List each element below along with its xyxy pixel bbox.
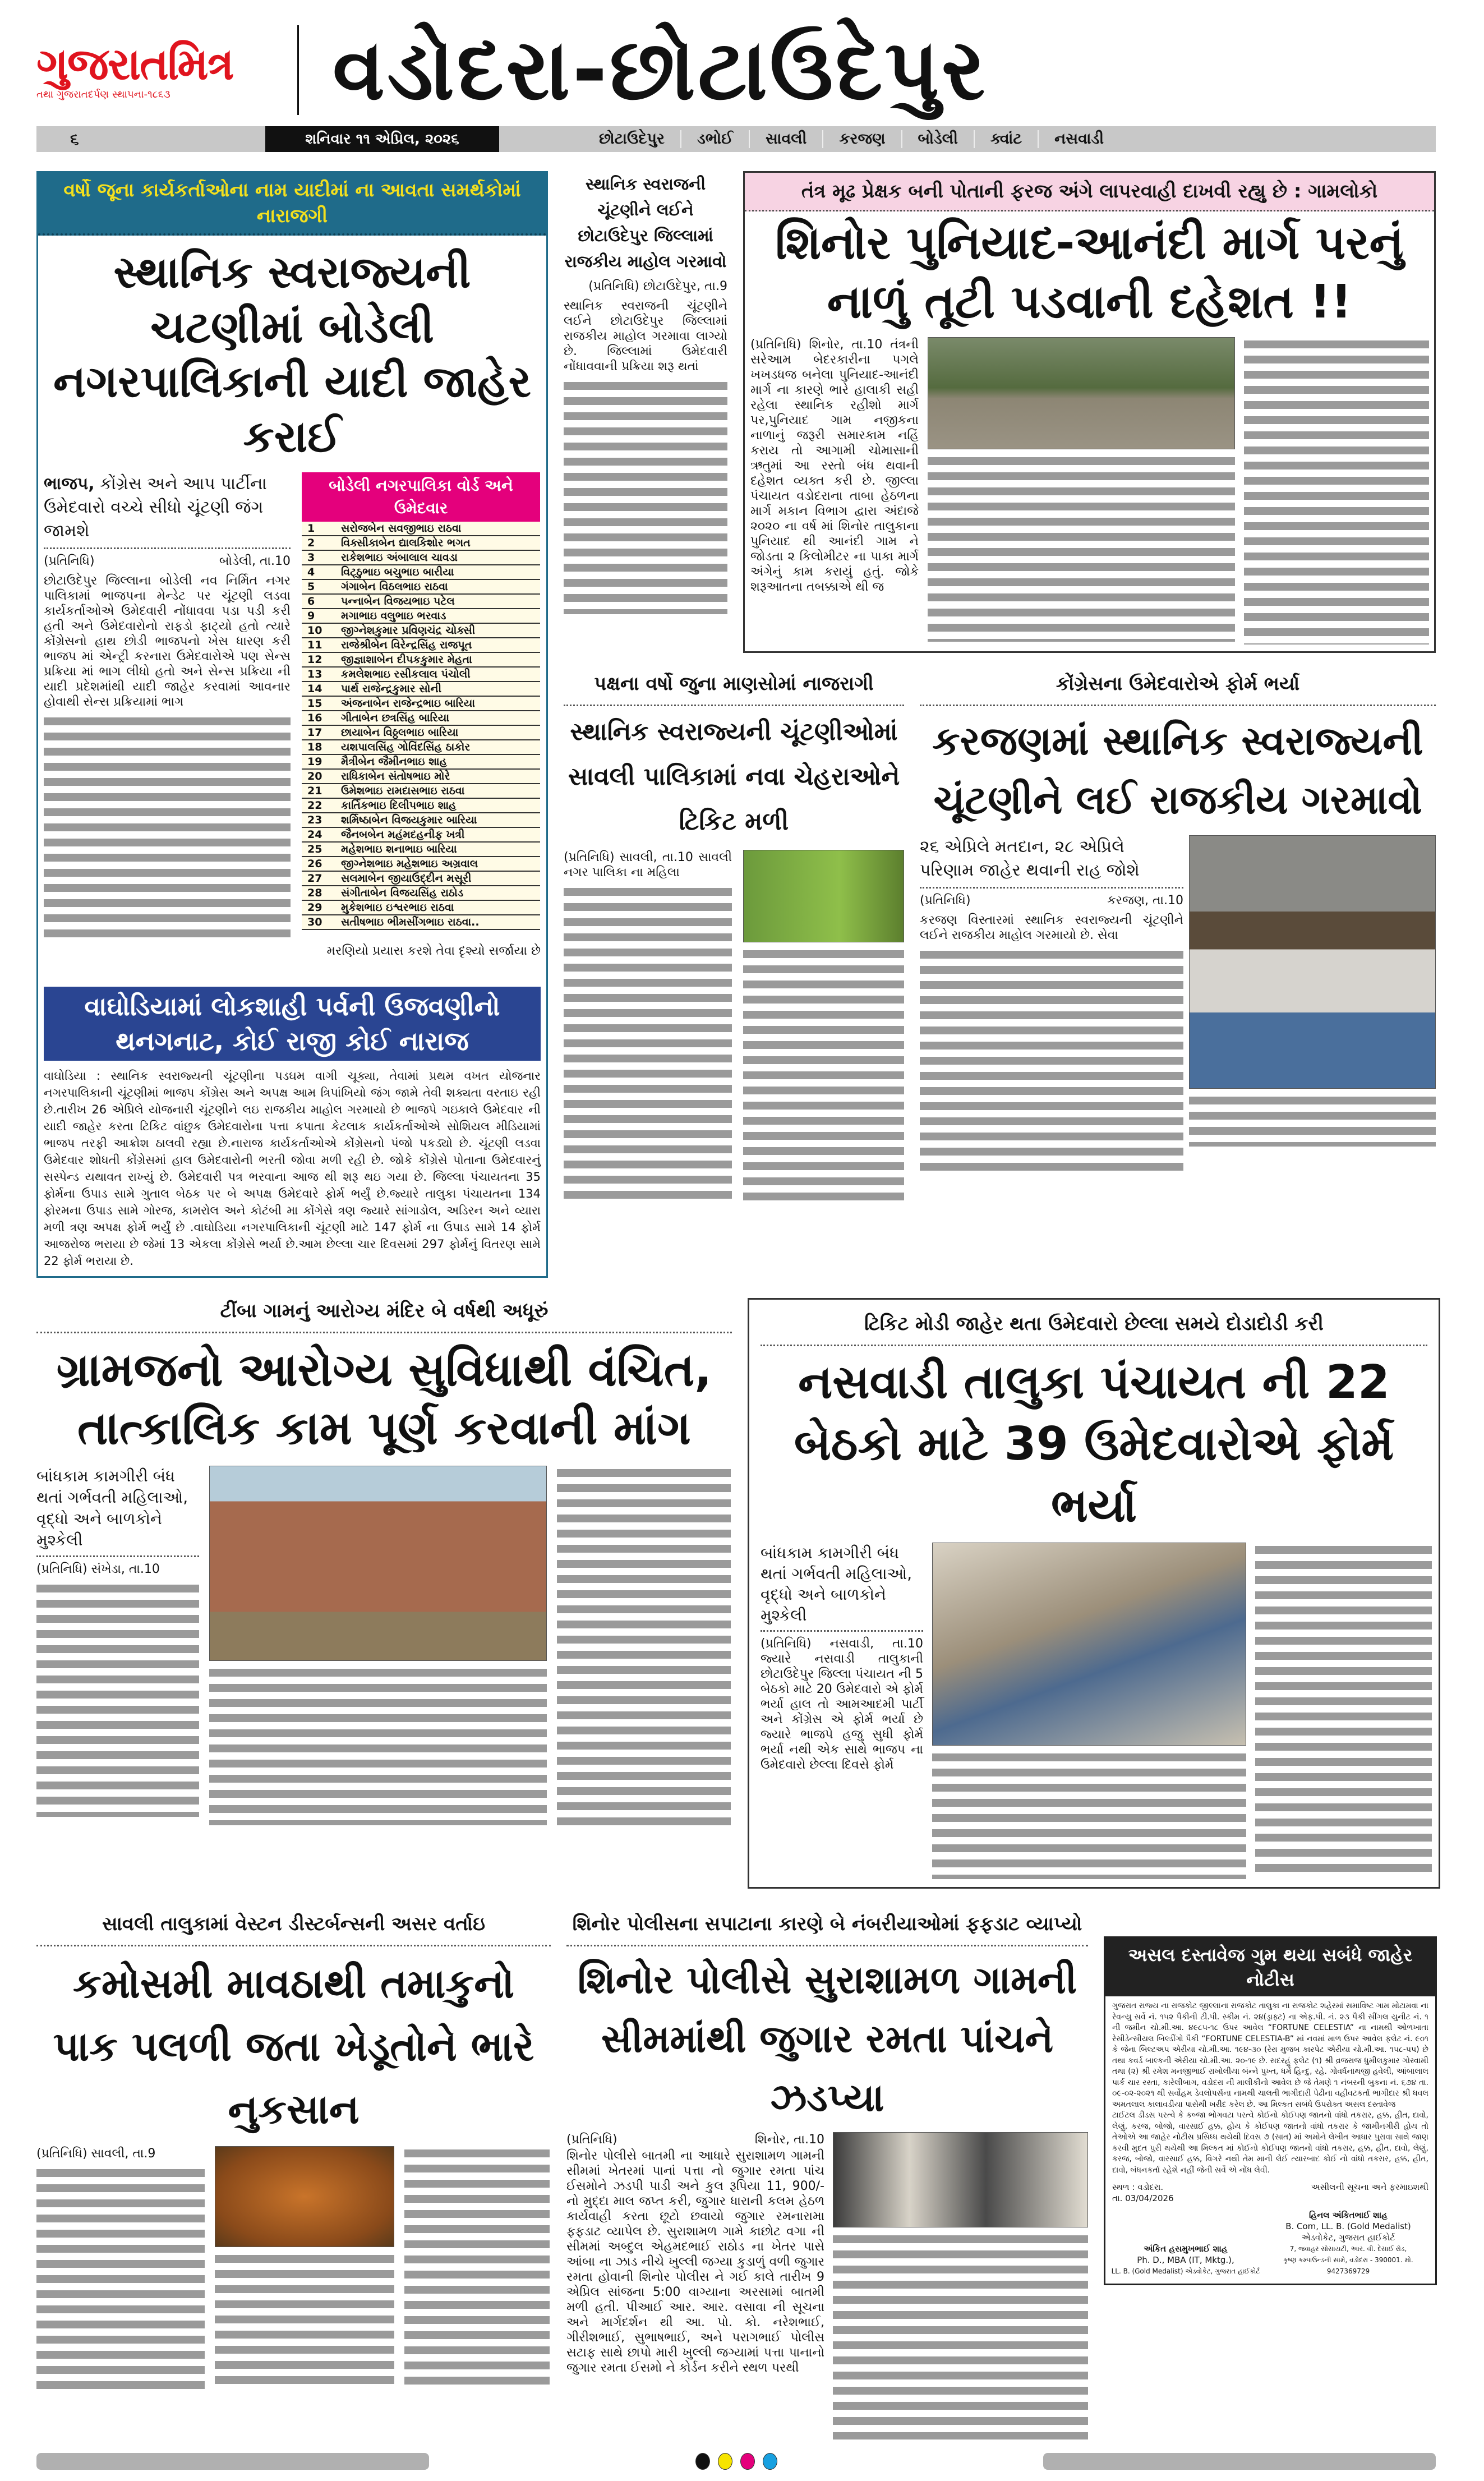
notice-body-2: ટાઈટલ ડીડસ પરત્વે કે કબ્જા ભોગવટા પરત્વે કોઈનો કોઈપણ જાતનો વાંધો તકરાર, હક્ક, હીત, દાવો, લેણું, કરજ, બોજો, વારસાઈ હક્ક, હોય કે કોઈપણ જાતનો વાંધો તકરાર કે જામીનગીરી હોય તો તેઓએ આ જાહેર નોટીસ પ્રસિધ્ધ થયેથી દિવસ ૭ (સાત) માં અમોને લેખીત આધાર પુરાવા સાથે જાણ કરવી મુદત પુરી થયેથી આ મિલ્કત માં કોઈનો કોઈપણ જાતનો વાંધો તકરાર, હક્ક, હીત, દાવો, લેણું, કરજ, બોજો, વારસાઈ હક્ક, વિગરે નથી તેમ માની લેઈ ત્યારબાદ કોઈ નો વાંધો તકરાર, હક્ક, હીત, દાવો, બંધનકર્તા રહેશે નહીં જેની સર્વે એ નોંધ લેવી. (1112, 2111, 1428, 2175)
ward-number: 4 (307, 566, 315, 578)
candidate-name: વિક્સીકાબેન દ્યાલકિશોર ભગત (341, 537, 471, 549)
karjan-text-column (920, 835, 1183, 1172)
article-subhead: બાંધકામ કામગીરી બંધ થતાં ગર્ભવતી મહિલાઓ, વૃદ્ધો અને બાળકોને મુશ્કેલી (36, 1466, 199, 1557)
candidate-row (302, 624, 540, 638)
dateline (566, 2132, 824, 2147)
candidate-name: મગાભાઇ વલુભાઇ ભરવાડ (341, 610, 446, 622)
logo-text: ગુજરાતમિત્ર (36, 39, 233, 90)
registration-strip (36, 2453, 429, 2470)
candidate-name: રાજેશ્રીબેન વિરેન્દ્રસિંહ રાજપૂત (341, 639, 472, 651)
signatory-2 (1267, 2210, 1430, 2277)
savli-photo-column (743, 850, 904, 1205)
candidate-name: કમલેશભાઇ રસીકલાલ પંચોલી (341, 668, 471, 680)
article-intro (44, 472, 291, 549)
candidate-row (302, 784, 540, 799)
timba-photo-column (209, 1466, 547, 1829)
article-kicker: ટિકિટ મોડી જાહેર થતા ઉમેદવારો છેલ્લા સમયે દોડાદોડી કરી (761, 1311, 1427, 1346)
notice-meta (1105, 2176, 1435, 2204)
body-text-texture (564, 885, 732, 1199)
dateline-place: કરજણ, તા.10 (1107, 894, 1183, 908)
cyan-dot (763, 2453, 777, 2470)
dateline (920, 893, 1183, 908)
candidate-row (302, 872, 540, 886)
row-top (36, 171, 1448, 1278)
congress-rally-photo (1189, 835, 1436, 1089)
article-subhead: બાંધકામ કામગીરી બંધ થતાં ગર્ભવતી મહિલાઓ, વૃદ્ધો અને બાળકોને મુશ્કેલી (761, 1543, 923, 1632)
body-text-texture (557, 1466, 731, 1829)
body-text-texture (932, 1750, 1246, 1879)
body-text-texture (564, 379, 727, 614)
article-kicker: સાવલી તાલુકામાં વેસ્ટન ડીસ્ટર્બન્સની અસર વર્તાઇ (36, 1911, 551, 1946)
candidate-row (302, 711, 540, 726)
body-text-texture (36, 2166, 205, 2390)
candidate-row (302, 653, 540, 668)
newspaper-logo (36, 40, 283, 100)
dateline-place: શિનોર, તા.10 (754, 2133, 824, 2147)
page-strip (36, 126, 1436, 152)
accused-photo (833, 2132, 1088, 2227)
naswadi-columns (761, 1543, 1427, 1879)
shinor-road-columns (745, 337, 1434, 645)
candidate-row (302, 886, 540, 901)
dateline-source: (પ્રતિનિધિ) (920, 894, 971, 908)
print-registration-bar (36, 2453, 1436, 2470)
article-savli (564, 671, 904, 1205)
article-kicker: કોંગ્રેસના ઉમેદવારોએ ફોર્મ ભર્યા (920, 671, 1436, 706)
candidate-name: મુકેશભાઇ ઇશ્વરભાઇ રાઠવા (341, 901, 454, 914)
naswadi-photo-column (932, 1543, 1246, 1879)
candidate-row (302, 770, 540, 784)
candidate-row (302, 595, 540, 609)
ward-number: 9 (307, 610, 315, 622)
registration-strip (1043, 2453, 1436, 2470)
list-tail: મરણિયો પ્રયાસ કરશે તેવા દૃશ્યો સર્જાયા છે (326, 944, 541, 958)
bodeli-columns (38, 472, 546, 938)
article-body (750, 337, 919, 645)
town-list (583, 130, 1119, 148)
row-top-right-upper (564, 171, 1436, 653)
candidate-row (302, 638, 540, 653)
intro-bold: ભાજપ, (44, 474, 95, 494)
candidate-name: મહેશભાઇ શનાભાઇ બારિયા (341, 843, 457, 855)
vaghodia-body: વાઘોડિયા : સ્થાનિક સ્વરાજ્યની ચૂંટણીના પડઘમ વાગી ચૂક્યા, તેવામાં પ્રથમ વખત યોજનાર નગરપાલિકાની ચૂંટણીમાં ભાજપ કોંગ્રેસ અને અપક્ષ આમ ત્રિપાંખિયો જંગ જામે તેવી શક્યતા વરતાઇ રહી છે.તારીખ 26 એપ્રિલે યોજનારી ચૂંટણીને લઇ રાજકીય માહોલ ગરમાયો છે ભાજપે ગઇકાલે ઉમેદવાર ની યાદી જાહેર કરતા ટિકિટ વાંછુક ઉમેદવારોના પત્તા કપાતા કેટલાક કાર્યકર્તાઓએ સોશિયલ મીડિયામાં ભાજપ તરફી આક્રોશ ઠાલવી રહ્યા છે.નારાજ કાર્યકર્તાઓએ કોંગ્રેસનો પંજો પકડ્યો છે. ચૂંટણી લડવા ઉમેદવાર શોધતી કોંગ્રેસમાં હાલ ઉમેદવારોની ભરતી જોવા મળી રહી છે. જોકે કોંગ્રેસે પોતાના ઉમેદવારનું સસ્પેન્ડ યથાવત રાખ્યું છે. ઉમેદવારી પત્ર ભરવાના આજ થી શરૂ થઇ ગયા છે. જિલ્લા પંચાયતના 35 ફોર્મના ઉપાડ સામે ગુતાલ બેઠક પર બે અપક્ષ ઉમેદવારે ફોર્મ ભર્યું છે.જ્યારે તાલુકા પંચાયતના 134 ફોરમના ઉપાડ સામે ગોરજ, કામરોલ અને કોટંબી મા કોંગેસે ત્રણ જ્યારે સાંગાડોલ, અડિરન અને વ્યારા મળી ત્રણ અપક્ષ ફોર્મ ભર્યું છે .વાઘોડિયા નગરપાલિકાની ચૂંટણી માટે 147 ફોર્મ ના ઉપાડ સામે 14 ફોર્મ આજરોજ ભરાયા છે જેમાં 13 એકલા કોંગ્રેસે ભર્યા છે.આમ છેલ્લા ચાર દિવસમાં 297 ફોર્મનું વિતરણ સામે 22 ફોર્મ ભરાયા છે. (44, 1069, 541, 1268)
candidate-name: વિટ્ઠુભાઇ બચુભાઇ બારીયા (341, 566, 454, 578)
candidate-name: સલમાબેન જીયાઉદ્દીન મસૂરી (341, 872, 472, 885)
body-text-texture (1244, 337, 1429, 645)
masthead-divider (297, 25, 299, 115)
candidate-name: જૈનબબેન મહંમદહનીફ ખત્રી (341, 828, 465, 841)
article-body: છોટાઉદેપુર જિલ્લાના બોડેલી નવ નિર્મિત નગર પાલિકામાં ભાજપના મેન્ડેટ પર ચૂંટણી લડવા કાર્યકર્તાઓએ ઉમેદવારી નોંધાવવા પડા પડી કરી હતી અને ઉમેદવારોનો રાફડો ફાટ્યો હતો ત્યારે કોંગ્રેસનો હાથ છોડી ભાજપનો ખેસ ધારણ કરી ભાજપ માં એન્ટ્રી કરનારા ઉમેદવારોએ પણ સેન્સ પ્રક્રિયા માં ભાગ લીધો હતો અને સેન્સ પ્રક્રિયા ની યાદી પ્રદેશમાંથી યાદી જાહેર કરવામાં આવનાર હોવાથી સેન્સ પ્રક્રિયામાં ભાગ (44, 574, 291, 709)
body-text-texture (215, 2252, 394, 2386)
candidate-name: સતીષભાઇ ભીમસીંગભાઇ રાઠવા.. (341, 916, 480, 928)
candidate-name: અંજનાબેન રાજેન્દ્રભાઇ બારિયા (341, 697, 475, 710)
town-item: બોડેલી (902, 130, 975, 148)
candidate-row (302, 697, 540, 711)
karjan-photo-column (1189, 835, 1436, 1172)
body-text-texture (36, 1581, 199, 1817)
dateline (44, 554, 291, 569)
dateline: (પ્રતિનિધિ) સંખેડા, તા.10 (36, 1562, 160, 1576)
candidate-row (302, 682, 540, 697)
row-top-right-lower (564, 671, 1436, 1205)
candidate-row (302, 857, 540, 872)
article-headline: સ્થાનિક સ્વરાજ્યની ચૂંટણીઓમાં સાવલી પાલિકામાં નવા ચેહરાઓને ટિકિટ મળી (568, 717, 900, 836)
candidate-row (302, 828, 540, 843)
article-headline: શિનોર પુનિયાદ-આનંદી માર્ગ પરનું નાળું તૂટી પડવાની દહેશત !! (775, 217, 1404, 329)
candidate-name: યશપાલસિંહ ગોવિંદસિંહ ઠાકોર (341, 741, 471, 753)
issue-date: શનિવાર ૧૧ એપ્રિલ, ૨૦૨૬ (265, 126, 499, 152)
signatory-name: અંકિત હસમુખભાઈ શાહ (1144, 2244, 1228, 2254)
article-kicker: તંત્ર મૂઢ પ્રેક્ષક બની પોતાની ફરજ અંગે લાપરવાહી દાખવી રહ્યુ છે : ગામલોકો (745, 173, 1434, 211)
tobacco-crop-photo (215, 2146, 394, 2247)
town-item: ક્વાંટ (975, 130, 1039, 148)
article-karjan (920, 671, 1436, 1172)
body-text-texture (1255, 1543, 1432, 1879)
body-text: તંત્રની સરેઆમ બેદરકારીના પગલે ખખડધજ બનેલા પુનિયાદ-આનંદી માર્ગ ના કારણે ભારે હાલાકી સહી રહેલા સ્થાનિક રહીશો માર્ગ પર,પુનિયાદ ગામ નજીકના નાળાનું જરૂરી સમારકામ નહિં કરાય તો આગામી ચોમાસાની ઋતુમાં આ રસ્તો બંધ થવાની દહેશત વ્યક્ત કરી છે. જીલ્લા પંચાયત વડોદરાના તાબા હેઠળના માર્ગ મકાન વિભાગ દ્વારા અંદાજે ૨૦૨૦ ના વર્ષ માં શિનોર તાલુકાના પુનિયાદ થી આનંદી ગામ ને જોડતા ૨ કિલોમીટર ના પાકા માર્ગ અંગેનું કામ કરાયું હતું. જોકે શરૂઆતના તબક્કાએ થી જ (750, 338, 919, 594)
tobacco-photo-column (215, 2146, 394, 2390)
ward-number: 26 (307, 858, 322, 870)
ward-number: 15 (307, 697, 322, 710)
ward-number: 5 (307, 581, 315, 593)
dateline: (પ્રતિનિધિ) શિનોર, તા.10 (750, 338, 883, 352)
ward-number: 20 (307, 770, 322, 782)
karjan-columns (920, 835, 1436, 1172)
ward-number: 10 (307, 624, 322, 637)
ward-number: 24 (307, 828, 322, 841)
candidate-name: ગીતાબેન છત્રસિંહ બારિયા (341, 712, 450, 724)
timba-columns (36, 1466, 732, 1829)
ward-number: 29 (307, 901, 322, 914)
notice-instruction: અસીલની સૂચના અને ફરમાઇશથી (1311, 2182, 1428, 2192)
article-headline: નસવાડી તાલુકા પંચાયત ની 22 બેઠકો માટે 39 ઉમેદવારોએ ફોર્મ ભર્યા (794, 1356, 1394, 1532)
article-headline: કમોસમી માવઠાથી તમાકુનો પાક પલળી જતા ખેડૂતોને ભારે નુકસાન (53, 1960, 534, 2133)
article-body: શિનોર પોલીસે બાતમી ના આધારે સુરાશામળ ગામની સીમમાં ખેતરમાં પાનાં પત્તા નો જુગાર રમતા પાંચ ઈસમોને ઝડપી પાડી અને કુલ રૂપિયા 11, 900/- નો મુદ્દા માલ જપ્ત કરી, જુગાર ધારાની કલમ હેઠળ કાર્યવાહી કરતા છૂટો છવાયો જુગાર રમનારામા ફફડાટ વ્યાપેલ છે. સુરાશામળ ગામે કાછોટ વગા ની સીમમાં અબ્દુલ એહમદભાઈ રાઠોડ ના ખેતર પાસે આંબા ના ઝાડ નીચે ખુલ્લી જગ્યા કુડાળું વળી જુગાર રમતા હોવાની શિનોર પોલીસ ને ગઈ કાલે તારીખ 9 એપ્રિલ સાંજના 5:00 વાગ્યાના અરસામાં બાતમી મળી હતી. પીઆઈ આર. આર. વસાવા ની સૂચના અને માર્ગદર્શન થી આ. પો. કો. નરેશભાઈ, ગીરીશભાઈ, સુભાષભાઈ, અને પરાગભાઈ પોલીસ સટાફ સાથે છાપો મારી ખુલ્લી જગ્યામાં પત્તા પાનાનો જુગાર રમતા ઈસમો ને કોર્ડન કરીને સ્થળ પરથી (566, 2149, 824, 2375)
article-chhotaudepur (564, 171, 727, 614)
vaghodia-headline: વાઘોડિયામાં લોકશાહી પર્વની ઉજવણીનો થનગનાટ, કોઈ રાજી કોઈ નારાજ (44, 987, 541, 1061)
tobacco-columns (36, 2146, 551, 2390)
candidate-row (302, 668, 540, 682)
signatory-qualification: Ph. D., MBA (IT, Mktg.), (1137, 2255, 1234, 2265)
dateline: (પ્રતિનિધિ) છોટાઉદેપુર, તા.9 (588, 279, 727, 293)
shinor-police-photo-column (833, 2132, 1088, 2439)
tobacco-text-column (36, 2146, 205, 2390)
article-shinor-road (743, 171, 1436, 653)
health-center-photo (209, 1466, 547, 1661)
dateline: (પ્રતિનિધિ) નસવાડી, તા.10 (761, 1637, 923, 1651)
candidate-name: જીગ્નેશભાઇ મહેશભાઇ અગ્રવાલ (341, 858, 478, 870)
ward-number: 19 (307, 756, 322, 768)
article-headline: ગ્રામજનો આરોગ્ય સુવિધાથી વંચિત, તાત્કાલિક કામ પૂર્ણ કરવાની માંગ (56, 1343, 712, 1455)
candidate-row (302, 843, 540, 857)
candidate-name: રાકેશભાઇ અંબાલાલ ચાવડા (341, 551, 458, 564)
ward-number: 23 (307, 814, 322, 826)
ward-number: 28 (307, 887, 322, 899)
article-bodeli (36, 171, 548, 1278)
body-text-texture (209, 1665, 547, 1825)
intro-text: કોંગ્રેસ અને આપ પાર્ટીના ઉમેદવારો વચ્ચે સીધો ચૂંટણી જંગ જામશે (44, 474, 267, 541)
candidate-row (302, 901, 540, 915)
ward-number: 12 (307, 653, 322, 666)
article-kicker: ટીંબા ગામનું આરોગ્ય મંદિર બે વર્ષથી અધૂરું (36, 1298, 732, 1333)
candidate-row (302, 551, 540, 565)
article-headline: સ્થાનિક સ્વરાજની ચૂંટણીને લઈને છોટાઉદેપુર જિલ્લામાં રાજકીય માહોલ ગરમાવો (564, 174, 727, 271)
candidate-name: કાર્તિકભાઇ દિલીપભાઇ શાહ (341, 799, 457, 812)
ward-number: 27 (307, 872, 322, 885)
article-naswadi (748, 1298, 1440, 1889)
candidate-name: રાધિકાબેન સંતોષભાઇ મોરે (341, 770, 450, 782)
article-kicker: વર્ષો જૂના કાર્યકર્તાઓના નામ યાદીમાં ના આવતા સમર્થકોમાં નારાજગી (38, 173, 546, 236)
logo-tagline: તથા ગુજરાતદર્પણ સ્થાપના-૧૮૬૩ (36, 88, 170, 100)
body-text-texture (920, 947, 1183, 1172)
article-tobacco (36, 1911, 551, 2390)
candidate-row (302, 580, 540, 595)
dateline: (પ્રતિનિધિ) સાવલી, તા.9 (36, 2147, 156, 2161)
page-number: ૬ (70, 130, 79, 148)
cmyk-marks (695, 2453, 777, 2470)
dateline-source: (પ્રતિનિધિ) (566, 2133, 617, 2147)
savli-text-column (564, 850, 732, 1205)
body-text-texture (44, 714, 291, 938)
article-kicker: પક્ષના વર્ષો જુના માણસોમાં નાજરાગી (564, 671, 904, 706)
candidate-name: મૈત્રીબેન જૈમીનભાઇ શાહ (341, 756, 448, 768)
body-text: સાવલી નગર પાલિકા ના મહિલા (564, 850, 732, 880)
ward-number: 30 (307, 916, 322, 928)
body-text-texture (743, 947, 904, 1205)
dateline-place: બોડેલી, તા.10 (219, 554, 291, 568)
shinor-road-middle (928, 337, 1235, 645)
ward-number: 3 (307, 551, 315, 564)
black-dot (695, 2453, 710, 2470)
ward-number: 1 (307, 522, 315, 535)
article-body: કરજણ વિસ્તારમાં સ્થાનિક સ્વરાજ્યની ચૂંટણીને લઈને રાજકીય માહોલ ગરમાયો છે. સેવા (920, 913, 1183, 942)
notice-place: સ્થળ : વડોદરા. (1112, 2182, 1164, 2192)
town-item: નસવાડી (1054, 130, 1104, 148)
notice-date: તા. 03/04/2026 (1112, 2193, 1174, 2203)
row-middle (36, 1298, 1448, 1889)
article-shinor-police (566, 1911, 1088, 2439)
masthead (36, 17, 1448, 123)
candidate-row (302, 609, 540, 624)
candidate-row (302, 522, 540, 536)
signatory-1 (1110, 2243, 1261, 2277)
candidate-name: જીગ્નેશકુમાર પ્રવિણચંદ્ર ચોક્સી (341, 624, 476, 637)
article-subhead: ૨૬ એપ્રિલે મતદાન, ૨૮ એપ્રિલે પરિણામ જાહેર થવાની રાહ જોશે (920, 835, 1183, 889)
ward-number: 22 (307, 799, 322, 812)
candidate-name: પન્નાબેન વિજયભાઇ પટેલ (341, 595, 455, 607)
candidate-row (302, 565, 540, 580)
candidate-name: ગંગાબેન વિઠલભાઇ રાઠવા (341, 581, 448, 593)
shinor-police-columns (566, 2132, 1088, 2439)
candidate-name: છાયાબેન વિઠ્ઠલભાઇ બારિયા (341, 726, 459, 739)
town-item: સાવલી (750, 130, 823, 148)
town-item: છોટાઉદેપુર (583, 130, 681, 148)
ward-number: 14 (307, 683, 322, 695)
article-headline: સ્થાનિક સ્વરાજ્યની ચટણીમાં બોડેલી નગરપાલિકાની યાદી જાહેર કરાઈ (53, 247, 531, 462)
ward-number: 16 (307, 712, 322, 724)
ward-number: 21 (307, 785, 322, 797)
candidate-row (302, 740, 540, 755)
candidate-list-title: બોડેલી નગરપાલિકા વોર્ડ અને ઉમેદવાર (302, 472, 540, 522)
signatory-qualification: B. Com, LL. B. (Gold Medalist) (1285, 2221, 1411, 2231)
body-text-texture (404, 2146, 550, 2387)
candidate-name: સરોજબેન સવજીભાઇ રાઠવા (341, 522, 462, 535)
candidate-row (302, 755, 540, 770)
timba-text-column (36, 1466, 199, 1829)
article-headline: શિનોર પોલીસે સુરાશામળ ગામની સીમમાંથી જુગાર રમતા પાંચને ઝડપ્યા (577, 1958, 1077, 2120)
signatory-title: એડવોકેટ, ગુજરાત હાઈકોર્ટ (1301, 2233, 1395, 2243)
article-body: સ્થાનિક સ્વરાજની ચૂંટણીને લઈને છોટાઉદેપુર જિલ્લામાં રાજકીય માહોલ ગરમાવા લાગ્યો છે. જિલ્લામાં ઉમેદવારી નોંધાવવાની પ્રક્રિયા શરૂ થતાં (564, 299, 727, 374)
ward-number: 25 (307, 843, 322, 855)
signatory-address: 7, જવાહર સોસાયટી, આર. વી. દેસાઈ રોડ, (1289, 2245, 1407, 2253)
signatory-title: LL. B. (Gold Medalist) એડવોકેટ, ગુજરાત હાઈકોર્ટ (1111, 2267, 1260, 2275)
body-text-texture (1189, 1093, 1436, 1147)
notice-title: અસલ દસ્તાવેજ ગુમ થયા સબંધે જાહેર નોટીસ (1105, 1938, 1435, 1996)
ward-number: 18 (307, 741, 322, 753)
dateline: (પ્રતિનિધિ) સાવલી, તા.10 (564, 850, 693, 864)
naswadi-text-column (761, 1543, 923, 1879)
yellow-dot (718, 2453, 732, 2470)
candidate-row (302, 536, 540, 551)
bodeli-text-column (44, 472, 291, 938)
article-body (761, 1636, 923, 1773)
ward-number: 2 (307, 537, 315, 549)
edition-title: વડોદરા-છોટાઉદેપુર (333, 21, 988, 119)
body-text: જ્યારે નસવાડી તાલુકાની છોટાઉદેપુર જિલ્લા પંચાયત ની 5 બેઠકો માટે 20 ઉમેદવારો એ ફોર્મ ભર્યા હાલ તો આમઆદમી પાર્ટી અને કોંગ્રેસ એ ફોર્મ ભર્યા છે જ્યારે ભાજપે હજુ સુધી ફોર્મ ભર્યા નથી એક સાથે ભાજપ ના ઉમેદવારો છેલ્લા દિવસે ફોર્મ (761, 1652, 923, 1772)
body-text-texture (833, 2232, 1088, 2439)
ward-number: 17 (307, 726, 322, 739)
public-notice (1104, 1936, 1437, 2285)
ward-number: 6 (307, 595, 315, 607)
candidate-name: શર્મિષ્ઠાબેન વિજયકુમાર બારિયા (341, 814, 477, 826)
candidate-row (302, 915, 540, 930)
culvert-photo (928, 337, 1235, 449)
form-filling-photo (932, 1543, 1246, 1746)
candidate-row (302, 799, 540, 813)
row-bottom (36, 1911, 1448, 2439)
candidate-name: ઉમેશભાઇ રામદાસભાઇ રાઠવા (341, 785, 465, 797)
candidate-name: પાર્થ રાજેન્દ્રકુમાર સોની (341, 683, 442, 695)
candidate-name: સંગીતાબેન વિજયસિંહ રાઠોડ (341, 887, 464, 899)
article-body (564, 850, 732, 880)
town-item: ડભોઈ (681, 130, 750, 148)
body-text-texture (928, 454, 1235, 642)
notice-place-date (1112, 2181, 1174, 2204)
signatory-name: હિનલ અંકિતભાઈ શાહ (1309, 2210, 1388, 2220)
notice-signatures (1105, 2204, 1435, 2284)
candidate-row (302, 813, 540, 828)
magenta-dot (740, 2453, 755, 2470)
article-kicker: શિનોર પોલીસના સપાટાના કારણે બે નંબરીયાઓમાં ફફડાટ વ્યાપ્યો (566, 1911, 1088, 1946)
candidate-list (302, 472, 540, 938)
signatory-contact: કૃષ્ણ કમ્પાઉન્ડની સામે, વડોદરા - 390001. મો. 9427369729 (1283, 2256, 1413, 2275)
candidate-name: જીજ્ઞાશાબેન દીપકકુમાર મેહતા (341, 653, 472, 666)
candidate-row (302, 726, 540, 740)
ward-number: 11 (307, 639, 322, 651)
row-top-right (564, 171, 1436, 1205)
candidates-photo (743, 850, 904, 942)
notice-body: ગુજરાત રાજ્ય ના રાજકોટ જીલ્લાના રાજકોટ તાલુકા ના રાજકોટ શહેરમાં સમાવિષ્ટ ગામ મોટામવા ના રેવન્યુ સર્વે નં. ૧૫૨ પૈકીની ટી.પી. સ્કીમ નં. ૨૪(ડ્રાફ્ટ) ના એફ.પી. નં. ૨૩ પૈકી સીંગલ યુનીટ નં. ૧ ની જમીન ચો.મી.આ. ૪૯૮૫-૧૮ ઉપર આવેલ “FORTUNE CELESTIA” ના નામથી ઓળખાતા રેસીડેન્સીયલ બિલ્ડીંગો પૈકી “FORTUNE CELESTIA-B” માં નવમાં માળ ઉપર આવેલ ફલેટ નં. ૯૦૧ કે જેના બિલ્ટઅપ એરીયા ચો.મી.આ. ૧૯૪-૩૦ (રેરા મુજબ કારપેટ એરીયા ચો.મી.આ. ૧૫૮-૫૫) છે તથા કવર્ડ બાલ્કની એરીયા ચો.મી.આ. ૨૦-૧૯ છે. સદરહું ફલેટ (૧) શ્રી વ્રજરાજ ધુમીલકુમાર ગોસ્વામી તથા (૨) શ્રી રમેશ મનજીભાઈ રાખોલીયા બંન્ને પુખ્ત, ધર્મે હિન્દુ, રહે. ગોવર્ધનાથજી હવેલી, આંબાલાલ પાર્ક ચાર રસ્તા, કારેલીબાગ, વડોદરા ની માલીકીનો આવેલ છે જે તેમણે ૧ નંબરની બુકના નં. ૬૭૪ તા. ૦૯-૦૨-૨૦૨૧ થી સર્વોહમ ડેવલોપર્સના નામથી ચાલતી ભાગીદારી પેઢીના વહીવટકર્તા ભાગીદાર શ્રી ધવલ અમતલાલ કાલાવડીયા પાસેથી ખરીદ કરેલ છે. આ મિલ્કત સબંધે ઉપરોક્ત અસલ દસ્તાવેજ (1112, 2001, 1428, 2109)
article-timba (36, 1298, 732, 1829)
shinor-police-text-column (566, 2132, 824, 2439)
savli-columns (564, 850, 904, 1205)
ward-number: 13 (307, 668, 322, 680)
dateline-source: (પ્રતિનિધિ) (44, 554, 95, 568)
town-item: કરજણ (823, 130, 902, 148)
article-headline: કરજણમાં સ્થાનિક સ્વરાજ્યની ચૂંટણીને લઈ રાજકીય ગરમાવો (932, 718, 1423, 823)
